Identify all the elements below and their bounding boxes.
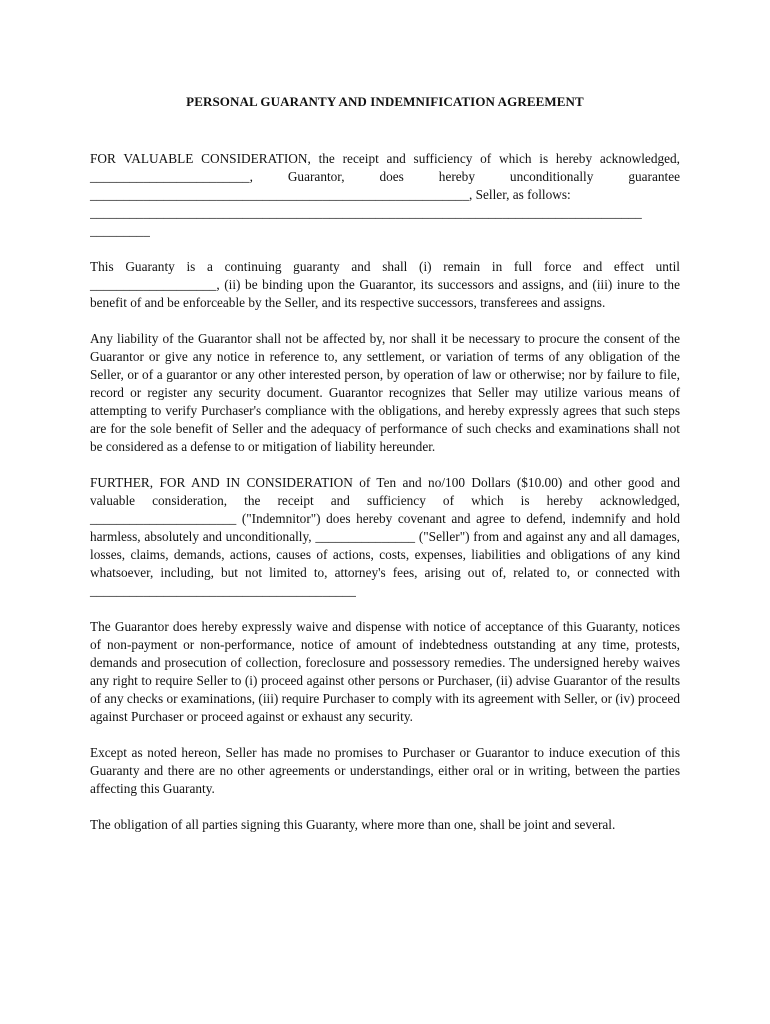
blank-line-2: _________: [90, 223, 150, 238]
paragraph-waiver: The Guarantor does hereby expressly waive and dispense with notice of acceptance of this Guaranty, notices of non-payment or non-performance, notice of amount of indebtedness outstanding at any time, protests, demands and prosecution of collection, foreclosure and possessory remedies. The undersigned hereby waives any right to require Seller to (i) proceed against other persons or Purchaser, (ii) advise Guarantor of the results of any checks or examinations, (iii) require Purchaser to comply with its agreement with Seller, or (iv) proceed against Purchaser or proceed against or exhaust any security.: [90, 619, 680, 724]
paragraph-consideration: FOR VALUABLE CONSIDERATION, the receipt and sufficiency of which is hereby acknowledged, ________________________, Guarantor, does hereby unconditionally guarantee _________________________________________________________, Seller, as follows:: [90, 151, 680, 202]
paragraph-joint-several: The obligation of all parties signing this Guaranty, where more than one, shall be joint and several.: [90, 817, 616, 832]
spacer: [90, 240, 680, 258]
document-page: [90, 94, 680, 852]
blank-line-1: ___________________________________________________________________________________: [90, 205, 642, 220]
paragraph-no-promises: Except as noted hereon, Seller has made no promises to Purchaser or Guarantor to induce execution of this Guaranty and there are no other agreements or understandings, either oral or in writing, between the parties affecting this Guaranty.: [90, 745, 680, 796]
paragraph-indemnification: FURTHER, FOR AND IN CONSIDERATION of Ten and no/100 Dollars ($10.00) and other good and valuable consideration, the receipt and sufficiency of which is hereby acknowledged, ______________________ ("Indemnitor") does hereby covenant and agree to defend, indemnify and hold harmless, absolutely and unconditionally, _______________ ("Seller") from and against any and all damages, losses, claims, demands, actions, causes of actions, costs, expenses, liabilities and obligations of any kind whatsoever, including, but not limited to, attorney's fees, arising out of, related to, or connected with ________________________________________: [90, 475, 680, 598]
paragraph-continuing-guaranty: This Guaranty is a continuing guaranty and shall (i) remain in full force and effect until ___________________, (ii) be binding upon the Guarantor, its successors and assigns, and (iii) inure to the benefit of and be enforceable by the Seller, and its respective successors, transferees and assigns.: [90, 259, 680, 310]
paragraph-liability: Any liability of the Guarantor shall not be affected by, nor shall it be necessary to procure the consent of the Guarantor or give any notice in reference to, any settlement, or variation of terms of any obligation of the Seller, or of a guarantor or any other interested person, by operation of law or otherwise; nor by failure to file, record or register any security document. Guarantor recognizes that Seller may utilize various means of attempting to verify Purchaser's compliance with the obligations, and hereby expressly agrees that such steps are for the sole benefit of Seller and the adequacy of performance of such checks and examinations shall not be considered as a defense to or mitigation of liability hereunder.: [90, 331, 680, 454]
document-title: PERSONAL GUARANTY AND INDEMNIFICATION AGREEMENT: [186, 94, 584, 109]
